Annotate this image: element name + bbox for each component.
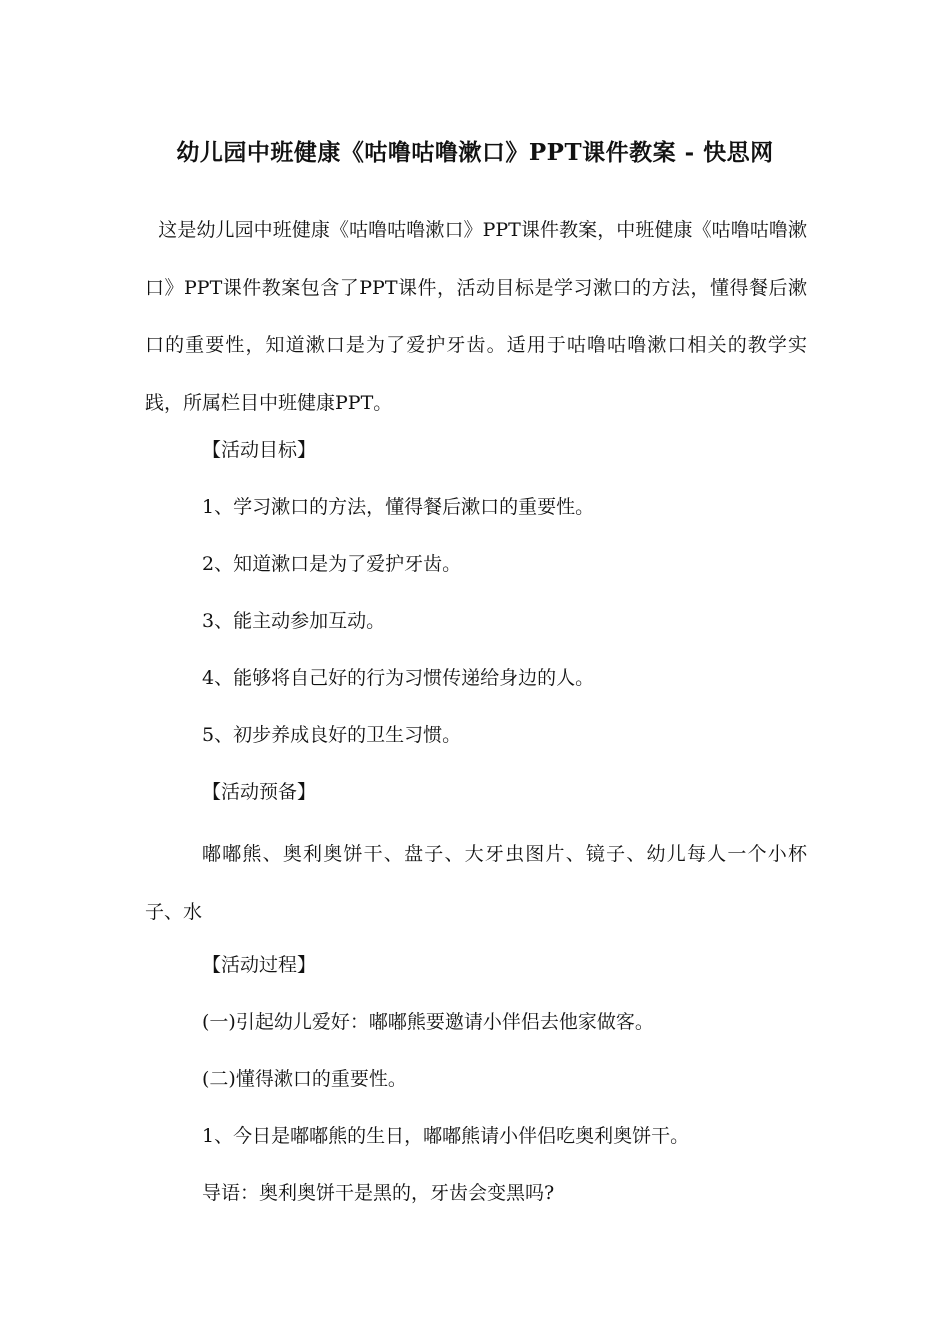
process-item: 导语：奥利奥饼干是黑的，牙齿会变黑吗? bbox=[202, 1182, 555, 1204]
prep-heading: 【活动预备】 bbox=[202, 781, 317, 803]
document-title: 幼儿园中班健康《咕噜咕噜漱口》PPT课件教案 - 快思网 bbox=[176, 139, 774, 166]
process-item: (二)懂得漱口的重要性。 bbox=[202, 1068, 407, 1090]
prep-paragraph: 嘟嘟熊、奥利奥饼干、盘子、大牙虫图片、镜子、幼儿每人一个小杯子、水 bbox=[145, 843, 807, 923]
goal-item: 3、能主动参加互动。 bbox=[202, 610, 386, 632]
goal-item: 1、学习漱口的方法，懂得餐后漱口的重要性。 bbox=[202, 496, 595, 518]
process-item: 1、今日是嘟嘟熊的生日，嘟嘟熊请小伴侣吃奥利奥饼干。 bbox=[202, 1125, 690, 1147]
process-item: (一)引起幼儿爱好：嘟嘟熊要邀请小伴侣去他家做客。 bbox=[202, 1011, 654, 1033]
intro-paragraph: 这是幼儿园中班健康《咕噜咕噜漱口》PPT课件教案，中班健康《咕噜咕噜漱口》PPT课件教案包含了PPT课件，活动目标是学习漱口的方法，懂得餐后漱口的重要性，知道漱口是为了爱护牙齿。适用于咕噜咕噜漱口相关的教学实践，所属栏目中班健康PPT。 bbox=[145, 219, 807, 414]
goal-item: 2、知道漱口是为了爱护牙齿。 bbox=[202, 553, 462, 575]
goals-heading: 【活动目标】 bbox=[202, 439, 317, 461]
process-heading: 【活动过程】 bbox=[202, 954, 317, 976]
goal-item: 4、能够将自己好的行为习惯传递给身边的人。 bbox=[202, 667, 595, 689]
goal-item: 5、初步养成良好的卫生习惯。 bbox=[202, 724, 462, 746]
